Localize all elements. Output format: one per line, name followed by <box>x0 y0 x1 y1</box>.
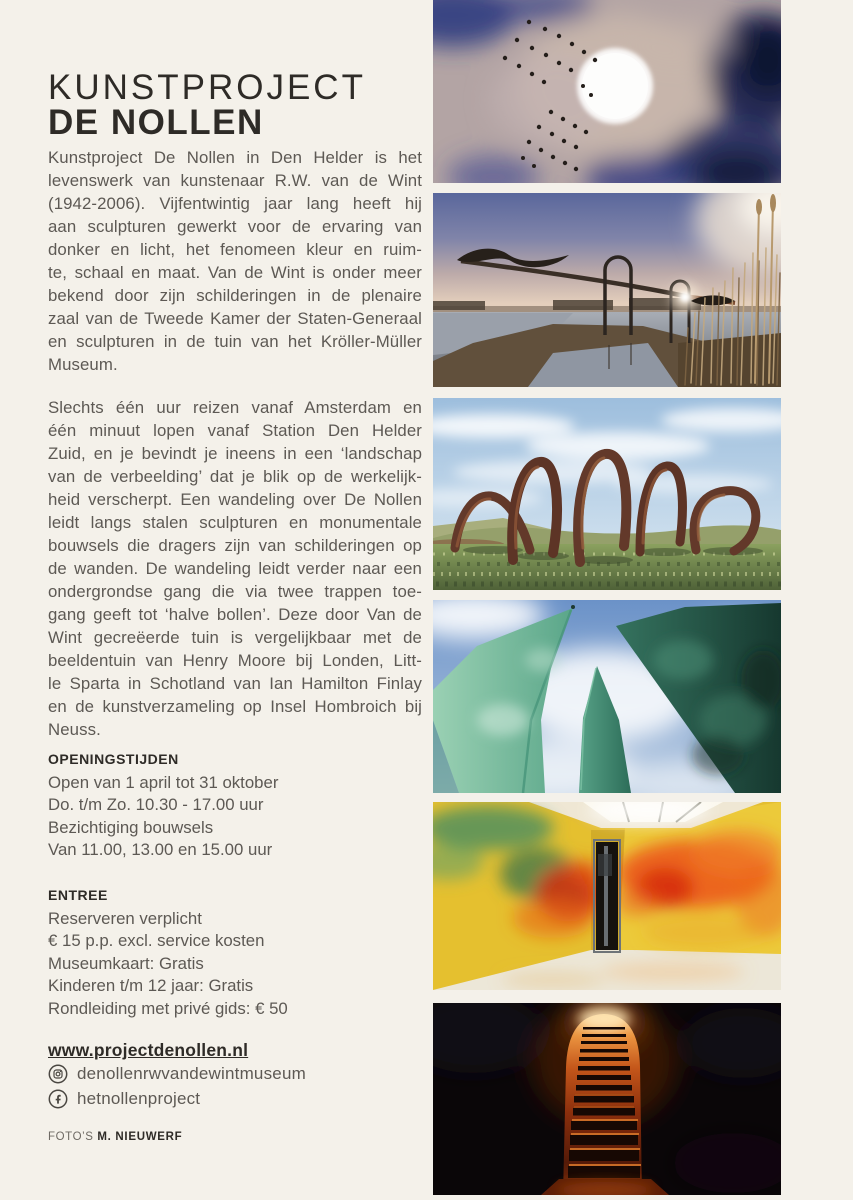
photo-credit <box>48 1131 182 1143</box>
text-line: Museum. <box>48 355 118 374</box>
text-line: heid verscherpt. Een wandeling over De Nollen <box>48 490 422 509</box>
text-line: ondergrondse gang die via twee trappen toe- <box>48 582 422 601</box>
text-line: (1942-2006). Vijfentwintig jaar lang heeft hij <box>48 194 422 213</box>
text-line: Wint gecreëerde tuin is vergelijkbaar met de <box>48 628 422 647</box>
text-line: en de kunstverzameling op Insel Hombroich bij <box>48 697 422 716</box>
dome-oculus-illustration <box>433 0 781 183</box>
admission-lines <box>48 908 422 1020</box>
text-line: bekend door zijn schilderingen in de plenaire <box>48 286 422 305</box>
text-line: Kunstproject De Nollen in Den Helder is het <box>48 148 422 167</box>
facebook-row[interactable] <box>48 1087 422 1111</box>
text-line: Zuid, en je bevindt je ineens in een ‘landschap <box>48 444 422 463</box>
text-line: zaal van de Tweede Kamer der Staten-Generaal <box>48 309 422 328</box>
title-line-1: KUNSTPROJECT <box>48 68 366 108</box>
photo-credit-name: M. NIEUWERF <box>97 1131 183 1143</box>
text-line: en sculpturen in de tuin van het Kröller-Müller <box>48 332 422 351</box>
admission-section <box>48 886 422 1020</box>
opening-hours-lines <box>48 772 422 862</box>
painted-room-illustration <box>433 802 781 990</box>
text-line: bouwsels die dragers zijn van schilderingen op <box>48 536 422 555</box>
photo-credit-prefix: FOTO’S <box>48 1131 94 1143</box>
text-line: één minuut lopen vanaf Station Den Helder <box>48 421 422 440</box>
facebook-icon <box>48 1089 68 1109</box>
text-line: te, schaal en maat. Van de Wint is onder meer <box>48 263 422 282</box>
opening-hours-heading: OPENINGSTIJDEN <box>48 751 179 767</box>
website-link[interactable]: www.projectdenollen.nl <box>48 1040 249 1060</box>
text-line: Do. t/m Zo. 10.30 - 17.00 uur <box>48 795 264 815</box>
facebook-handle: hetnollenproject <box>77 1089 201 1108</box>
copper-towers-illustration <box>433 600 781 793</box>
text-line: Slechts één uur reizen vanaf Amsterdam en <box>48 398 422 417</box>
social-links <box>48 1062 422 1112</box>
opening-hours-section <box>48 750 422 862</box>
text-line: Neuss. <box>48 720 101 739</box>
text-line: Kinderen t/m 12 jaar: Gratis <box>48 976 254 996</box>
propeller-landscape-illustration <box>433 193 781 387</box>
text-line: Open van 1 april tot 31 oktober <box>48 773 279 792</box>
instagram-handle: denollenrwvandewintmuseum <box>77 1064 306 1083</box>
text-line: donker en licht, het fenomeen kleur en ruim- <box>48 240 422 259</box>
text-line: Reserveren verplicht <box>48 909 202 928</box>
text-line: de wanden. De wandeling leidt verder naar een <box>48 559 422 578</box>
text-line: Museumkaart: Gratis <box>48 953 204 973</box>
text-line: levenswerk van kunstenaar R.W. van de Wint <box>48 171 422 190</box>
text-line: Bezichtiging bouwsels <box>48 817 214 837</box>
photo-painted-room <box>433 802 781 990</box>
photo-steel-arcs-field <box>433 398 781 590</box>
admission-heading: ENTREE <box>48 887 108 903</box>
photo-propeller-landscape <box>433 193 781 387</box>
photo-dome-oculus-birds <box>433 0 781 183</box>
text-line: beeldentuin van Henry Moore bij Londen, Litt- <box>48 651 422 670</box>
text-line: aan sculpturen gewerkt voor de ervaring van <box>48 217 422 236</box>
intro-paragraph <box>48 146 422 376</box>
text-line: gang geeft tot ‘halve bollen’. Deze door Van de <box>48 605 422 624</box>
visit-paragraph <box>48 396 422 741</box>
steel-arcs-illustration <box>433 398 781 590</box>
page-title <box>48 68 428 143</box>
text-line: leidt langs stalen sculpturen en monumentale <box>48 513 422 532</box>
text-line: le Sparta in Schotland van Ian Hamilton Finlay <box>48 674 422 693</box>
stairway-illustration <box>433 1003 781 1195</box>
text-line: € 15 p.p. excl. service kosten <box>48 931 265 951</box>
title-line-2: DE NOLLEN <box>48 103 264 143</box>
text-line: Rondleiding met privé gids: € 50 <box>48 998 288 1018</box>
instagram-icon <box>48 1064 68 1084</box>
instagram-row[interactable] <box>48 1062 422 1086</box>
photo-underground-stairway <box>433 1003 781 1195</box>
text-line: Van 11.00, 13.00 en 15.00 uur <box>48 840 273 860</box>
text-line: van de verbeelding’ dat je blik op de werkelijk- <box>48 467 422 486</box>
photo-copper-towers <box>433 600 781 793</box>
